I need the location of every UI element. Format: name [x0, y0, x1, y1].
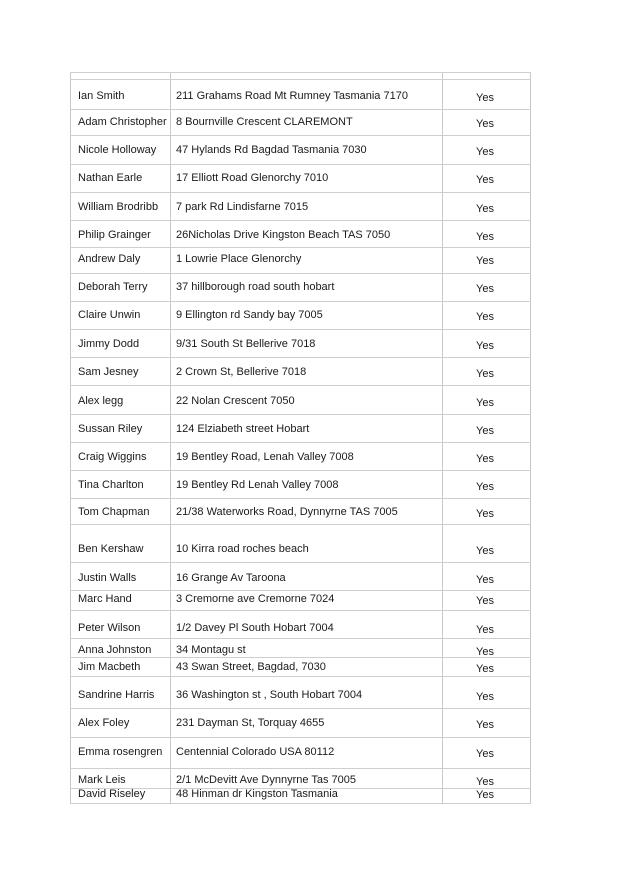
signer-name: Deborah Terry [78, 281, 148, 293]
signer-name: Emma rosengren [78, 746, 163, 758]
row-divider [70, 109, 531, 110]
signer-address: 8 Bournville Crescent CLAREMONT [176, 116, 353, 128]
signer-address: 16 Grange Av Taroona [176, 572, 286, 584]
consent-value: Yes [476, 545, 494, 557]
signer-address: 9 Ellington rd Sandy bay 7005 [176, 309, 323, 321]
signer-name: Sussan Riley [78, 423, 143, 435]
row-divider [70, 192, 531, 193]
consent-value: Yes [476, 748, 494, 760]
row-divider [70, 329, 531, 330]
signer-name: William Brodribb [78, 201, 159, 213]
signer-name: Justin Walls [78, 572, 137, 584]
column-divider [442, 72, 443, 804]
signer-name: Craig Wiggins [78, 451, 147, 463]
signer-name: David Riseley [78, 788, 146, 800]
row-divider [70, 737, 531, 738]
column-divider [530, 72, 531, 804]
signer-address: 1/2 Davey Pl South Hobart 7004 [176, 622, 334, 634]
signer-address: 7 park Rd Lindisfarne 7015 [176, 201, 309, 213]
signer-address: 19 Bentley Road, Lenah Valley 7008 [176, 451, 354, 463]
row-divider [70, 414, 531, 415]
row-divider [70, 676, 531, 677]
consent-value: Yes [476, 174, 494, 186]
consent-value: Yes [476, 397, 494, 409]
row-divider [70, 247, 531, 248]
consent-value: Yes [476, 92, 494, 104]
signer-address: 3 Cremorne ave Cremorne 7024 [176, 593, 335, 605]
row-divider [70, 803, 531, 804]
row-divider [70, 442, 531, 443]
row-divider [70, 72, 531, 73]
consent-value: Yes [476, 368, 494, 380]
consent-value: Yes [476, 481, 494, 493]
row-divider [70, 610, 531, 611]
consent-value: Yes [476, 574, 494, 586]
consent-value: Yes [476, 508, 494, 520]
consent-value: Yes [476, 425, 494, 437]
signer-name: Nathan Earle [78, 172, 143, 184]
row-divider [70, 385, 531, 386]
consent-value: Yes [476, 719, 494, 731]
row-divider [70, 524, 531, 525]
signer-name: Anna Johnston [78, 644, 152, 656]
consent-value: Yes [476, 146, 494, 158]
signer-address: 19 Bentley Rd Lenah Valley 7008 [176, 479, 339, 491]
row-divider [70, 562, 531, 563]
signer-address: Centennial Colorado USA 80112 [176, 746, 335, 758]
consent-value: Yes [476, 203, 494, 215]
signer-name: Tina Charlton [78, 479, 144, 491]
row-divider [70, 135, 531, 136]
signer-name: Alex legg [78, 395, 124, 407]
signer-address: 43 Swan Street, Bagdad, 7030 [176, 661, 326, 673]
signer-address: 36 Washington st , South Hobart 7004 [176, 689, 363, 701]
signer-name: Jim Macbeth [78, 661, 141, 673]
column-divider [170, 72, 171, 804]
signer-name: Alex Foley [78, 717, 130, 729]
consent-value: Yes [476, 691, 494, 703]
signer-address: 231 Dayman St, Torquay 4655 [176, 717, 325, 729]
signer-name: Nicole Holloway [78, 144, 157, 156]
consent-value: Yes [476, 311, 494, 323]
column-divider [70, 72, 71, 804]
row-divider [70, 657, 531, 658]
row-divider [70, 301, 531, 302]
signer-address: 17 Elliott Road Glenorchy 7010 [176, 172, 329, 184]
consent-value: Yes [476, 663, 494, 675]
signer-name: Sam Jesney [78, 366, 139, 378]
signer-address: 47 Hylands Rd Bagdad Tasmania 7030 [176, 144, 367, 156]
row-divider [70, 470, 531, 471]
signer-name: Ian Smith [78, 90, 125, 102]
signer-name: Tom Chapman [78, 506, 150, 518]
signer-name: Adam Christopher [78, 116, 167, 128]
signer-address: 21/38 Waterworks Road, Dynnyrne TAS 7005 [176, 506, 398, 518]
signer-address: 211 Grahams Road Mt Rumney Tasmania 7170 [176, 90, 408, 102]
signer-address: 34 Montagu st [176, 644, 246, 656]
row-divider [70, 708, 531, 709]
signer-address: 2 Crown St, Bellerive 7018 [176, 366, 307, 378]
signer-name: Jimmy Dodd [78, 338, 140, 350]
row-divider [70, 357, 531, 358]
row-divider [70, 79, 531, 80]
consent-value: Yes [476, 340, 494, 352]
row-divider [70, 273, 531, 274]
signature-table [70, 72, 531, 804]
row-divider [70, 638, 531, 639]
signer-address: 48 Hinman dr Kingston Tasmania [176, 788, 338, 800]
signer-address: 26Nicholas Drive Kingston Beach TAS 7050 [176, 229, 391, 241]
row-divider [70, 768, 531, 769]
consent-value: Yes [476, 255, 494, 267]
signer-address: 124 Elziabeth street Hobart [176, 423, 310, 435]
signer-name: Peter Wilson [78, 622, 141, 634]
consent-value: Yes [476, 453, 494, 465]
consent-value: Yes [476, 231, 494, 243]
signer-name: Mark Leis [78, 774, 126, 786]
signer-name: Philip Grainger [78, 229, 151, 241]
consent-value: Yes [476, 776, 494, 788]
consent-value: Yes [476, 595, 494, 607]
signer-address: 37 hillborough road south hobart [176, 281, 335, 293]
signer-name: Ben Kershaw [78, 543, 144, 555]
signer-name: Andrew Daly [78, 253, 141, 265]
consent-value: Yes [476, 283, 494, 295]
row-divider [70, 498, 531, 499]
signer-address: 22 Nolan Crescent 7050 [176, 395, 295, 407]
signer-name: Claire Unwin [78, 309, 141, 321]
row-divider [70, 220, 531, 221]
signer-address: 2/1 McDevitt Ave Dynnyrne Tas 7005 [176, 774, 356, 786]
row-divider [70, 164, 531, 165]
consent-value: Yes [476, 789, 494, 801]
signer-name: Sandrine Harris [78, 689, 155, 701]
consent-value: Yes [476, 624, 494, 636]
signer-address: 9/31 South St Bellerive 7018 [176, 338, 316, 350]
signer-address: 1 Lowrie Place Glenorchy [176, 253, 302, 265]
signer-name: Marc Hand [78, 593, 132, 605]
consent-value: Yes [476, 118, 494, 130]
signer-address: 10 Kirra road roches beach [176, 543, 309, 555]
consent-value: Yes [476, 646, 494, 658]
row-divider [70, 590, 531, 591]
